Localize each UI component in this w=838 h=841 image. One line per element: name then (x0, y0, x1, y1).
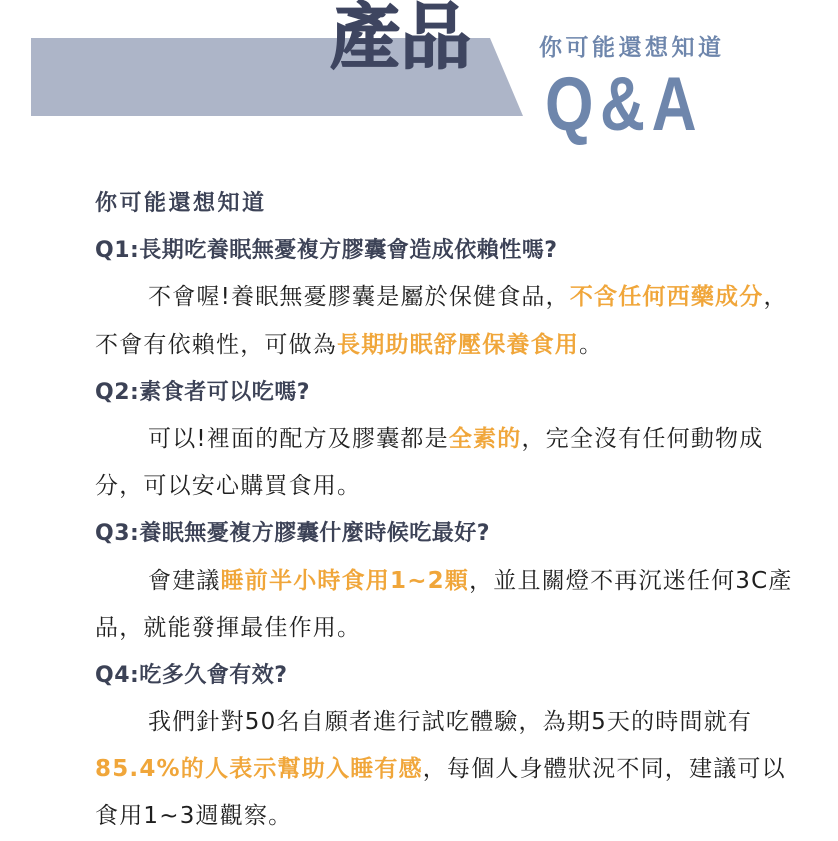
faq-item-1 (95, 227, 815, 369)
answer-text: ， (763, 284, 788, 311)
faq-item-3 (95, 510, 815, 652)
faq-answer-3-line-1 (95, 558, 815, 605)
answer-text: 可以!裡面的配方及膠囊都是 (148, 425, 449, 452)
answer-highlight: 85.4%的人表示幫助入睡有感 (95, 756, 423, 783)
faq-answer-2-line-1 (95, 416, 815, 463)
faq-content (95, 180, 815, 841)
answer-text: 。 (579, 331, 604, 358)
faq-answer-1-line-2 (95, 322, 815, 369)
section-heading: 你可能還想知道 (95, 191, 267, 216)
answer-text: ，並且關燈不再沉迷任何3C產 (469, 567, 793, 594)
faq-answer-4-line-2 (95, 746, 815, 793)
answer-text: ，每個人身體狀況不同，建議可以 (422, 756, 786, 783)
header-title: 產品 (330, 0, 472, 79)
faq-question-2: Q2:素食者可以吃嗎? (95, 379, 311, 405)
answer-text: 食用1~3週觀察。 (95, 803, 293, 830)
answer-highlight: 長期助眠舒壓保養食用 (337, 331, 579, 358)
answer-highlight: 全素的 (448, 425, 522, 452)
answer-text: 不會喔!養眠無憂膠囊是屬於保健食品， (148, 284, 570, 311)
answer-text: 我們針對50名自願者進行試吃體驗，為期5天的時間就有 (148, 709, 753, 736)
faq-question-1: Q1:長期吃養眠無憂複方膠囊會造成依賴性嗎? (95, 238, 558, 264)
faq-answer-3-line-2 (95, 605, 815, 652)
faq-answer-1-line-1 (95, 274, 815, 321)
faq-answer-2-line-2 (95, 463, 815, 510)
header-subtitle: 你可能還想知道 (539, 35, 725, 61)
answer-text: 分，可以安心購買食用。 (95, 473, 362, 500)
faq-item-2 (95, 369, 815, 511)
answer-highlight: 不含任何西藥成分 (569, 284, 764, 311)
faq-item-4 (95, 652, 815, 841)
faq-question-4: Q4:吃多久會有效? (95, 662, 288, 688)
answer-text: 會建議 (148, 567, 221, 594)
header-qa-label: Q&A (545, 62, 704, 147)
answer-text: 品，就能發揮最佳作用。 (95, 614, 362, 641)
answer-text: 不會有依賴性，可做為 (95, 331, 337, 358)
faq-answer-4-line-1 (95, 699, 815, 746)
answer-text: ，完全沒有任何動物成 (521, 425, 764, 452)
faq-answer-4-line-3 (95, 793, 815, 840)
answer-highlight: 睡前半小時食用1~2顆 (220, 567, 470, 594)
faq-question-3: Q3:養眠無憂複方膠囊什麼時候吃最好? (95, 521, 491, 547)
